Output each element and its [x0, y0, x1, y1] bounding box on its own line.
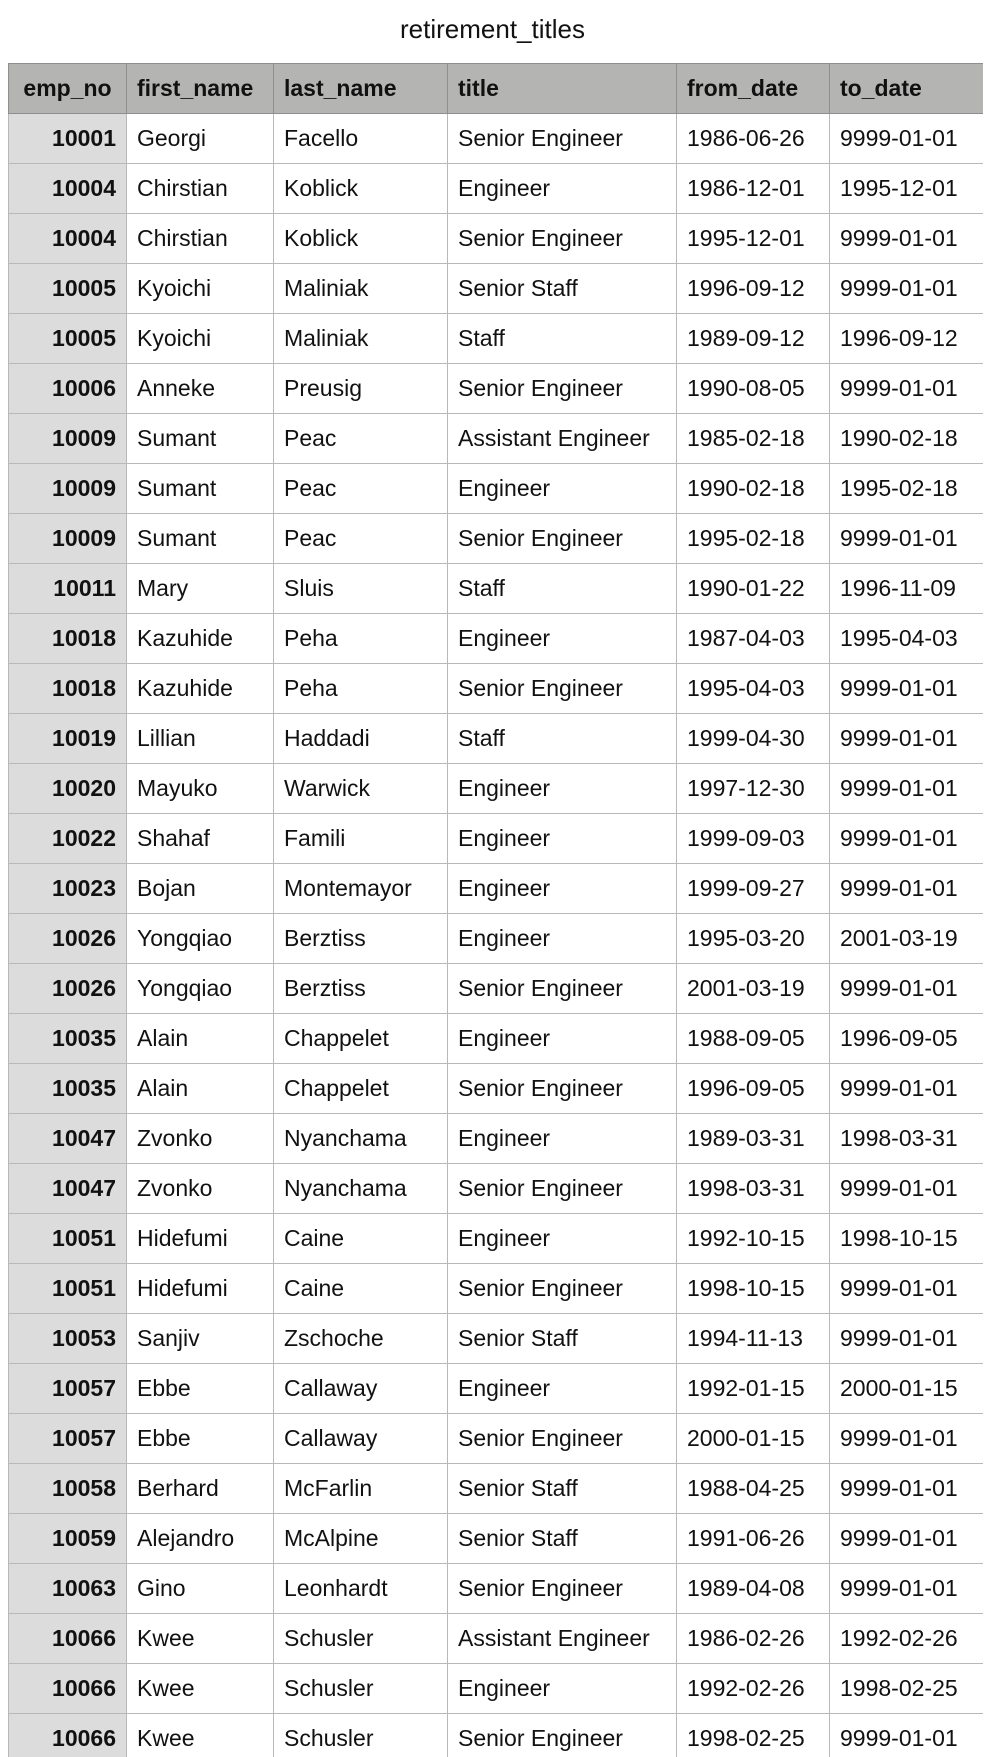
first-name-cell: Kazuhide [127, 664, 274, 714]
from-date-cell: 1986-02-26 [677, 1614, 830, 1664]
emp-no-cell: 10006 [9, 364, 127, 414]
from-date-cell: 1988-09-05 [677, 1014, 830, 1064]
last-name-cell: Montemayor [274, 864, 448, 914]
table-row[interactable] [9, 164, 984, 214]
title-cell: Senior Engineer [448, 1564, 677, 1614]
page-title: retirement_titles [400, 14, 585, 44]
first-name-cell: Kazuhide [127, 614, 274, 664]
title-cell: Engineer [448, 764, 677, 814]
last-name-cell: Chappelet [274, 1014, 448, 1064]
to-date-cell: 9999-01-01 [830, 1464, 984, 1514]
column-header-first-name[interactable]: first_name [127, 64, 274, 114]
from-date-cell: 1992-10-15 [677, 1214, 830, 1264]
table-row[interactable] [9, 264, 984, 314]
title-cell: Engineer [448, 1364, 677, 1414]
first-name-cell: Yongqiao [127, 964, 274, 1014]
to-date-cell: 1998-03-31 [830, 1114, 984, 1164]
from-date-cell: 1989-03-31 [677, 1114, 830, 1164]
title-cell: Staff [448, 714, 677, 764]
first-name-cell: Alain [127, 1014, 274, 1064]
from-date-cell: 2000-01-15 [677, 1414, 830, 1464]
table-row[interactable] [9, 1264, 984, 1314]
last-name-cell: Koblick [274, 164, 448, 214]
to-date-cell: 9999-01-01 [830, 514, 984, 564]
emp-no-cell: 10004 [9, 164, 127, 214]
first-name-cell: Gino [127, 1564, 274, 1614]
emp-no-cell: 10020 [9, 764, 127, 814]
table-row[interactable] [9, 214, 984, 264]
emp-no-cell: 10011 [9, 564, 127, 614]
last-name-cell: Schusler [274, 1614, 448, 1664]
column-header-emp-no[interactable]: emp_no [9, 64, 127, 114]
last-name-cell: Warwick [274, 764, 448, 814]
emp-no-cell: 10059 [9, 1514, 127, 1564]
first-name-cell: Alejandro [127, 1514, 274, 1564]
first-name-cell: Kwee [127, 1714, 274, 1757]
first-name-cell: Georgi [127, 114, 274, 164]
to-date-cell: 9999-01-01 [830, 1314, 984, 1364]
last-name-cell: Berztiss [274, 914, 448, 964]
last-name-cell: Peac [274, 514, 448, 564]
title-cell: Engineer [448, 864, 677, 914]
from-date-cell: 1997-12-30 [677, 764, 830, 814]
to-date-cell: 9999-01-01 [830, 964, 984, 1014]
emp-no-cell: 10005 [9, 314, 127, 364]
emp-no-cell: 10023 [9, 864, 127, 914]
title-cell: Engineer [448, 164, 677, 214]
from-date-cell: 1989-04-08 [677, 1564, 830, 1614]
last-name-cell: Sluis [274, 564, 448, 614]
from-date-cell: 1999-09-27 [677, 864, 830, 914]
to-date-cell: 9999-01-01 [830, 814, 984, 864]
title-cell: Senior Staff [448, 264, 677, 314]
title-cell: Senior Staff [448, 1314, 677, 1364]
title-cell: Engineer [448, 464, 677, 514]
column-header-to-date[interactable]: to_date [830, 64, 984, 114]
to-date-cell: 1998-10-15 [830, 1214, 984, 1264]
header-row [9, 64, 984, 114]
table-row[interactable] [9, 414, 984, 464]
table-row[interactable] [9, 664, 984, 714]
title-cell: Senior Engineer [448, 1414, 677, 1464]
from-date-cell: 1989-09-12 [677, 314, 830, 364]
first-name-cell: Chirstian [127, 164, 274, 214]
emp-no-cell: 10066 [9, 1664, 127, 1714]
first-name-cell: Berhard [127, 1464, 274, 1514]
emp-no-cell: 10009 [9, 514, 127, 564]
first-name-cell: Chirstian [127, 214, 274, 264]
from-date-cell: 1998-03-31 [677, 1164, 830, 1214]
table-row[interactable] [9, 1214, 984, 1264]
last-name-cell: Peha [274, 614, 448, 664]
last-name-cell: Schusler [274, 1714, 448, 1757]
last-name-cell: Preusig [274, 364, 448, 414]
emp-no-cell: 10018 [9, 664, 127, 714]
to-date-cell: 9999-01-01 [830, 1564, 984, 1614]
from-date-cell: 1992-01-15 [677, 1364, 830, 1414]
from-date-cell: 1998-10-15 [677, 1264, 830, 1314]
first-name-cell: Sumant [127, 464, 274, 514]
to-date-cell: 9999-01-01 [830, 214, 984, 264]
title-cell: Engineer [448, 614, 677, 664]
emp-no-cell: 10057 [9, 1414, 127, 1464]
to-date-cell: 9999-01-01 [830, 1514, 984, 1564]
to-date-cell: 9999-01-01 [830, 364, 984, 414]
emp-no-cell: 10035 [9, 1014, 127, 1064]
from-date-cell: 1985-02-18 [677, 414, 830, 464]
last-name-cell: Chappelet [274, 1064, 448, 1114]
table-row[interactable] [9, 764, 984, 814]
from-date-cell: 1991-06-26 [677, 1514, 830, 1564]
to-date-cell: 9999-01-01 [830, 1164, 984, 1214]
to-date-cell: 1996-09-05 [830, 1014, 984, 1064]
to-date-cell: 1998-02-25 [830, 1664, 984, 1714]
last-name-cell: Nyanchama [274, 1164, 448, 1214]
emp-no-cell: 10047 [9, 1164, 127, 1214]
column-header-last-name[interactable]: last_name [274, 64, 448, 114]
title-cell: Engineer [448, 1114, 677, 1164]
table-row[interactable] [9, 1514, 984, 1564]
table-row[interactable] [9, 964, 984, 1014]
title-cell: Engineer [448, 814, 677, 864]
emp-no-cell: 10018 [9, 614, 127, 664]
first-name-cell: Sanjiv [127, 1314, 274, 1364]
to-date-cell: 1995-04-03 [830, 614, 984, 664]
emp-no-cell: 10035 [9, 1064, 127, 1114]
first-name-cell: Alain [127, 1064, 274, 1114]
table-row[interactable] [9, 814, 984, 864]
from-date-cell: 1995-03-20 [677, 914, 830, 964]
title-cell: Senior Engineer [448, 1064, 677, 1114]
title-cell: Senior Staff [448, 1514, 677, 1564]
from-date-cell: 1994-11-13 [677, 1314, 830, 1364]
emp-no-cell: 10001 [9, 114, 127, 164]
last-name-cell: Peac [274, 414, 448, 464]
table-row[interactable] [9, 714, 984, 764]
title-cell: Engineer [448, 1664, 677, 1714]
table-row[interactable] [9, 1114, 984, 1164]
emp-no-cell: 10019 [9, 714, 127, 764]
table-row[interactable] [9, 1614, 984, 1664]
from-date-cell: 1990-02-18 [677, 464, 830, 514]
last-name-cell: Callaway [274, 1364, 448, 1414]
to-date-cell: 9999-01-01 [830, 714, 984, 764]
title-cell: Senior Engineer [448, 214, 677, 264]
from-date-cell: 1995-04-03 [677, 664, 830, 714]
table-row[interactable] [9, 1064, 984, 1114]
from-date-cell: 1992-02-26 [677, 1664, 830, 1714]
emp-no-cell: 10009 [9, 464, 127, 514]
first-name-cell: Kyoichi [127, 314, 274, 364]
column-header-title[interactable]: title [448, 64, 677, 114]
title-cell: Engineer [448, 914, 677, 964]
emp-no-cell: 10053 [9, 1314, 127, 1364]
first-name-cell: Yongqiao [127, 914, 274, 964]
from-date-cell: 1995-12-01 [677, 214, 830, 264]
title-cell: Senior Engineer [448, 1164, 677, 1214]
last-name-cell: McFarlin [274, 1464, 448, 1514]
from-date-cell: 1987-04-03 [677, 614, 830, 664]
from-date-cell: 1990-01-22 [677, 564, 830, 614]
last-name-cell: McAlpine [274, 1514, 448, 1564]
title-cell: Assistant Engineer [448, 1614, 677, 1664]
title-cell: Staff [448, 314, 677, 364]
title-cell: Senior Staff [448, 1464, 677, 1514]
last-name-cell: Nyanchama [274, 1114, 448, 1164]
table-body [9, 114, 984, 1757]
first-name-cell: Sumant [127, 414, 274, 464]
to-date-cell: 9999-01-01 [830, 864, 984, 914]
first-name-cell: Kwee [127, 1614, 274, 1664]
last-name-cell: Caine [274, 1264, 448, 1314]
emp-no-cell: 10051 [9, 1264, 127, 1314]
title-cell: Senior Engineer [448, 964, 677, 1014]
last-name-cell: Maliniak [274, 264, 448, 314]
title-cell: Senior Engineer [448, 1714, 677, 1757]
table-row[interactable] [9, 564, 984, 614]
from-date-cell: 1988-04-25 [677, 1464, 830, 1514]
to-date-cell: 9999-01-01 [830, 1714, 984, 1757]
last-name-cell: Zschoche [274, 1314, 448, 1364]
from-date-cell: 1996-09-12 [677, 264, 830, 314]
to-date-cell: 9999-01-01 [830, 1064, 984, 1114]
to-date-cell: 9999-01-01 [830, 764, 984, 814]
emp-no-cell: 10058 [9, 1464, 127, 1514]
title-cell: Engineer [448, 1014, 677, 1064]
emp-no-cell: 10063 [9, 1564, 127, 1614]
title-cell: Senior Engineer [448, 514, 677, 564]
table-container[interactable] [8, 63, 983, 1757]
first-name-cell: Lillian [127, 714, 274, 764]
last-name-cell: Peha [274, 664, 448, 714]
emp-no-cell: 10022 [9, 814, 127, 864]
table-row[interactable] [9, 914, 984, 964]
last-name-cell: Caine [274, 1214, 448, 1264]
table-row[interactable] [9, 1164, 984, 1214]
from-date-cell: 1990-08-05 [677, 364, 830, 414]
to-date-cell: 9999-01-01 [830, 1264, 984, 1314]
table-row[interactable] [9, 1564, 984, 1614]
table-row[interactable] [9, 1364, 984, 1414]
to-date-cell: 1995-02-18 [830, 464, 984, 514]
from-date-cell: 1999-04-30 [677, 714, 830, 764]
emp-no-cell: 10066 [9, 1614, 127, 1664]
emp-no-cell: 10047 [9, 1114, 127, 1164]
emp-no-cell: 10004 [9, 214, 127, 264]
emp-no-cell: 10026 [9, 964, 127, 1014]
emp-no-cell: 10051 [9, 1214, 127, 1264]
from-date-cell: 1986-06-26 [677, 114, 830, 164]
to-date-cell: 1992-02-26 [830, 1614, 984, 1664]
table-row[interactable] [9, 114, 984, 164]
emp-no-cell: 10005 [9, 264, 127, 314]
first-name-cell: Hidefumi [127, 1214, 274, 1264]
last-name-cell: Famili [274, 814, 448, 864]
to-date-cell: 9999-01-01 [830, 1414, 984, 1464]
last-name-cell: Leonhardt [274, 1564, 448, 1614]
emp-no-cell: 10057 [9, 1364, 127, 1414]
from-date-cell: 1986-12-01 [677, 164, 830, 214]
table-row[interactable] [9, 314, 984, 364]
emp-no-cell: 10009 [9, 414, 127, 464]
table-row[interactable] [9, 864, 984, 914]
data-table [8, 63, 983, 1757]
table-row[interactable] [9, 1414, 984, 1464]
first-name-cell: Mayuko [127, 764, 274, 814]
to-date-cell: 1996-09-12 [830, 314, 984, 364]
table-row[interactable] [9, 514, 984, 564]
table-row[interactable] [9, 1664, 984, 1714]
from-date-cell: 1998-02-25 [677, 1714, 830, 1757]
to-date-cell: 9999-01-01 [830, 664, 984, 714]
first-name-cell: Zvonko [127, 1114, 274, 1164]
to-date-cell: 9999-01-01 [830, 264, 984, 314]
last-name-cell: Haddadi [274, 714, 448, 764]
from-date-cell: 1995-02-18 [677, 514, 830, 564]
table-row[interactable] [9, 1314, 984, 1364]
emp-no-cell: 10026 [9, 914, 127, 964]
title-cell: Senior Engineer [448, 1264, 677, 1314]
table-row[interactable] [9, 1014, 984, 1064]
table-row[interactable] [9, 464, 984, 514]
first-name-cell: Anneke [127, 364, 274, 414]
to-date-cell: 1990-02-18 [830, 414, 984, 464]
to-date-cell: 1995-12-01 [830, 164, 984, 214]
last-name-cell: Peac [274, 464, 448, 514]
title-cell: Assistant Engineer [448, 414, 677, 464]
table-row[interactable] [9, 1714, 984, 1757]
to-date-cell: 9999-01-01 [830, 114, 984, 164]
from-date-cell: 1996-09-05 [677, 1064, 830, 1114]
last-name-cell: Schusler [274, 1664, 448, 1714]
first-name-cell: Mary [127, 564, 274, 614]
table-row[interactable] [9, 1464, 984, 1514]
last-name-cell: Facello [274, 114, 448, 164]
first-name-cell: Hidefumi [127, 1264, 274, 1314]
emp-no-cell: 10066 [9, 1714, 127, 1757]
title-cell: Senior Engineer [448, 114, 677, 164]
last-name-cell: Maliniak [274, 314, 448, 364]
to-date-cell: 1996-11-09 [830, 564, 984, 614]
last-name-cell: Berztiss [274, 964, 448, 1014]
from-date-cell: 1999-09-03 [677, 814, 830, 864]
table-row[interactable] [9, 364, 984, 414]
column-header-from-date[interactable]: from_date [677, 64, 830, 114]
title-cell: Engineer [448, 1214, 677, 1264]
first-name-cell: Kwee [127, 1664, 274, 1714]
first-name-cell: Sumant [127, 514, 274, 564]
table-row[interactable] [9, 614, 984, 664]
to-date-cell: 2000-01-15 [830, 1364, 984, 1414]
first-name-cell: Shahaf [127, 814, 274, 864]
title-cell: Senior Engineer [448, 364, 677, 414]
first-name-cell: Ebbe [127, 1414, 274, 1464]
title-cell: Staff [448, 564, 677, 614]
last-name-cell: Callaway [274, 1414, 448, 1464]
first-name-cell: Zvonko [127, 1164, 274, 1214]
title-cell: Senior Engineer [448, 664, 677, 714]
last-name-cell: Koblick [274, 214, 448, 264]
first-name-cell: Kyoichi [127, 264, 274, 314]
first-name-cell: Bojan [127, 864, 274, 914]
to-date-cell: 2001-03-19 [830, 914, 984, 964]
first-name-cell: Ebbe [127, 1364, 274, 1414]
from-date-cell: 2001-03-19 [677, 964, 830, 1014]
